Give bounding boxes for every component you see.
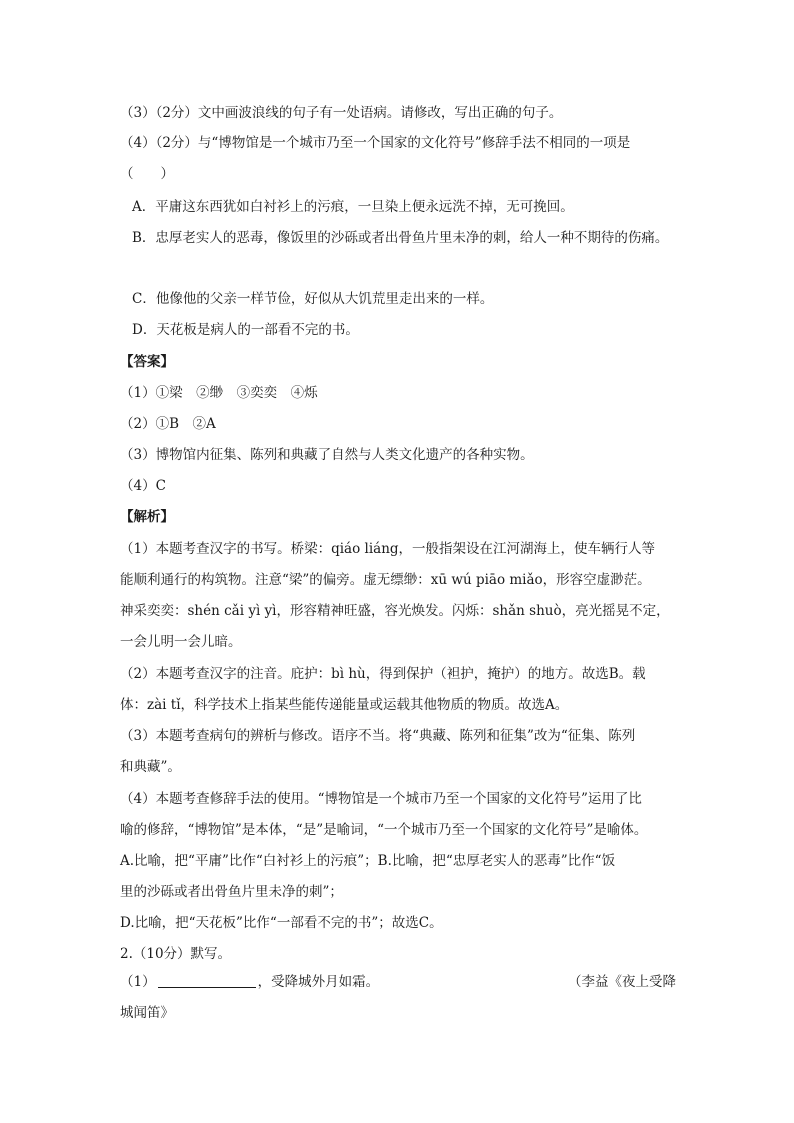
question-2-item-1 xyxy=(120,973,379,991)
question-part-4-line-2: （ ） xyxy=(120,166,174,182)
answer-2: （2）①B ②A xyxy=(120,416,216,432)
answer-1: （1）①梁 ②缈 ③奕奕 ④烁 xyxy=(120,385,318,401)
question-part-3: （3）（2分）文中画波浪线的句子有一处语病。请修改，写出正确的句子。 xyxy=(120,105,563,121)
option-a: A．平庸这东西犹如白衬衫上的污痕，一旦染上便永远洗不掉，无可挽回。 xyxy=(132,199,574,215)
analysis-3-line-1: （3）本题考查病句的辨析与修改。语序不当。将“典藏、陈列和征集”改为“征集、陈列 xyxy=(120,728,636,744)
question-part-4-line-1: （4）（2分）与“博物馆是一个城市乃至一个国家的文化符号”修辞手法不相同的一项是 xyxy=(120,135,631,151)
option-d: D．天花板是病人的一部看不完的书。 xyxy=(132,322,359,338)
answer-heading: 【答案】 xyxy=(120,354,174,370)
option-b: B．忠厚老实人的恶毒，像饭里的沙砾或者出骨鱼片里未净的刺，给人一种不期待的伤痛。 xyxy=(132,230,669,246)
analysis-1-line-3: 神采奕奕：shén cǎi yì yì，形容精神旺盛，容光焕发。闪烁：shǎn shuò，亮光摇晃不定， xyxy=(120,603,670,619)
analysis-1-line-2: 能顺利通行的构筑物。注意“梁”的偏旁。虚无缥缈：xū wú piāo miǎo，形容空虚渺茫。 xyxy=(120,572,651,588)
analysis-4-line-2: 喻的修辞，“博物馆”是本体，“是”是喻词，“一个城市乃至一个国家的文化符号”是喻体。 xyxy=(120,822,648,838)
item-1-source-line-2: 城闻笛》 xyxy=(120,1005,174,1021)
item-1-source-line-1: （李益《夜上受降 xyxy=(568,974,676,990)
option-c: C．他像他的父亲一样节俭，好似从大饥荒里走出来的一样。 xyxy=(132,291,494,307)
item-1-prefix: （1） xyxy=(120,974,156,990)
analysis-heading: 【解析】 xyxy=(120,509,174,525)
analysis-2-line-2: 体：zài tǐ，科学技术上指某些能传递能量或运载其他物质的物质。故选A。 xyxy=(120,697,569,713)
analysis-1-line-1: （1）本题考查汉字的书写。桥梁：qiáo liáng，一般指架设在江河湖海上，使车辆行人等 xyxy=(120,541,656,557)
analysis-1-line-4: 一会儿明一会儿暗。 xyxy=(120,634,242,650)
answer-4: （4）C xyxy=(120,478,166,494)
analysis-2-line-1: （2）本题考查汉字的注音。庇护：bì hù，得到保护（袒护，掩护）的地方。故选B。载 xyxy=(120,666,646,682)
question-2-heading: 2.（10分）默写。 xyxy=(120,946,232,962)
analysis-4-line-5: D.比喻，把“天花板”比作“一部看不完的书”；故选C。 xyxy=(120,915,443,931)
analysis-4-line-1: （4）本题考查修辞手法的使用。“博物馆是一个城市乃至一个国家的文化符号”运用了比 xyxy=(120,791,642,807)
analysis-4-line-4: 里的沙砾或者出骨鱼片里未净的刺”； xyxy=(120,884,343,900)
analysis-4-line-3: A.比喻，把“平庸”比作“白衬衫上的污痕”；B.比喻，把“忠厚老实人的恶毒”比作“饭 xyxy=(120,853,616,869)
answer-3: （3）博物馆内征集、陈列和典藏了自然与人类文化遗产的各种实物。 xyxy=(120,447,534,463)
item-1-text: ，受降城外月如霜。 xyxy=(257,974,380,990)
fill-in-blank[interactable] xyxy=(158,973,256,988)
analysis-3-line-2: 和典藏”。 xyxy=(120,759,181,775)
